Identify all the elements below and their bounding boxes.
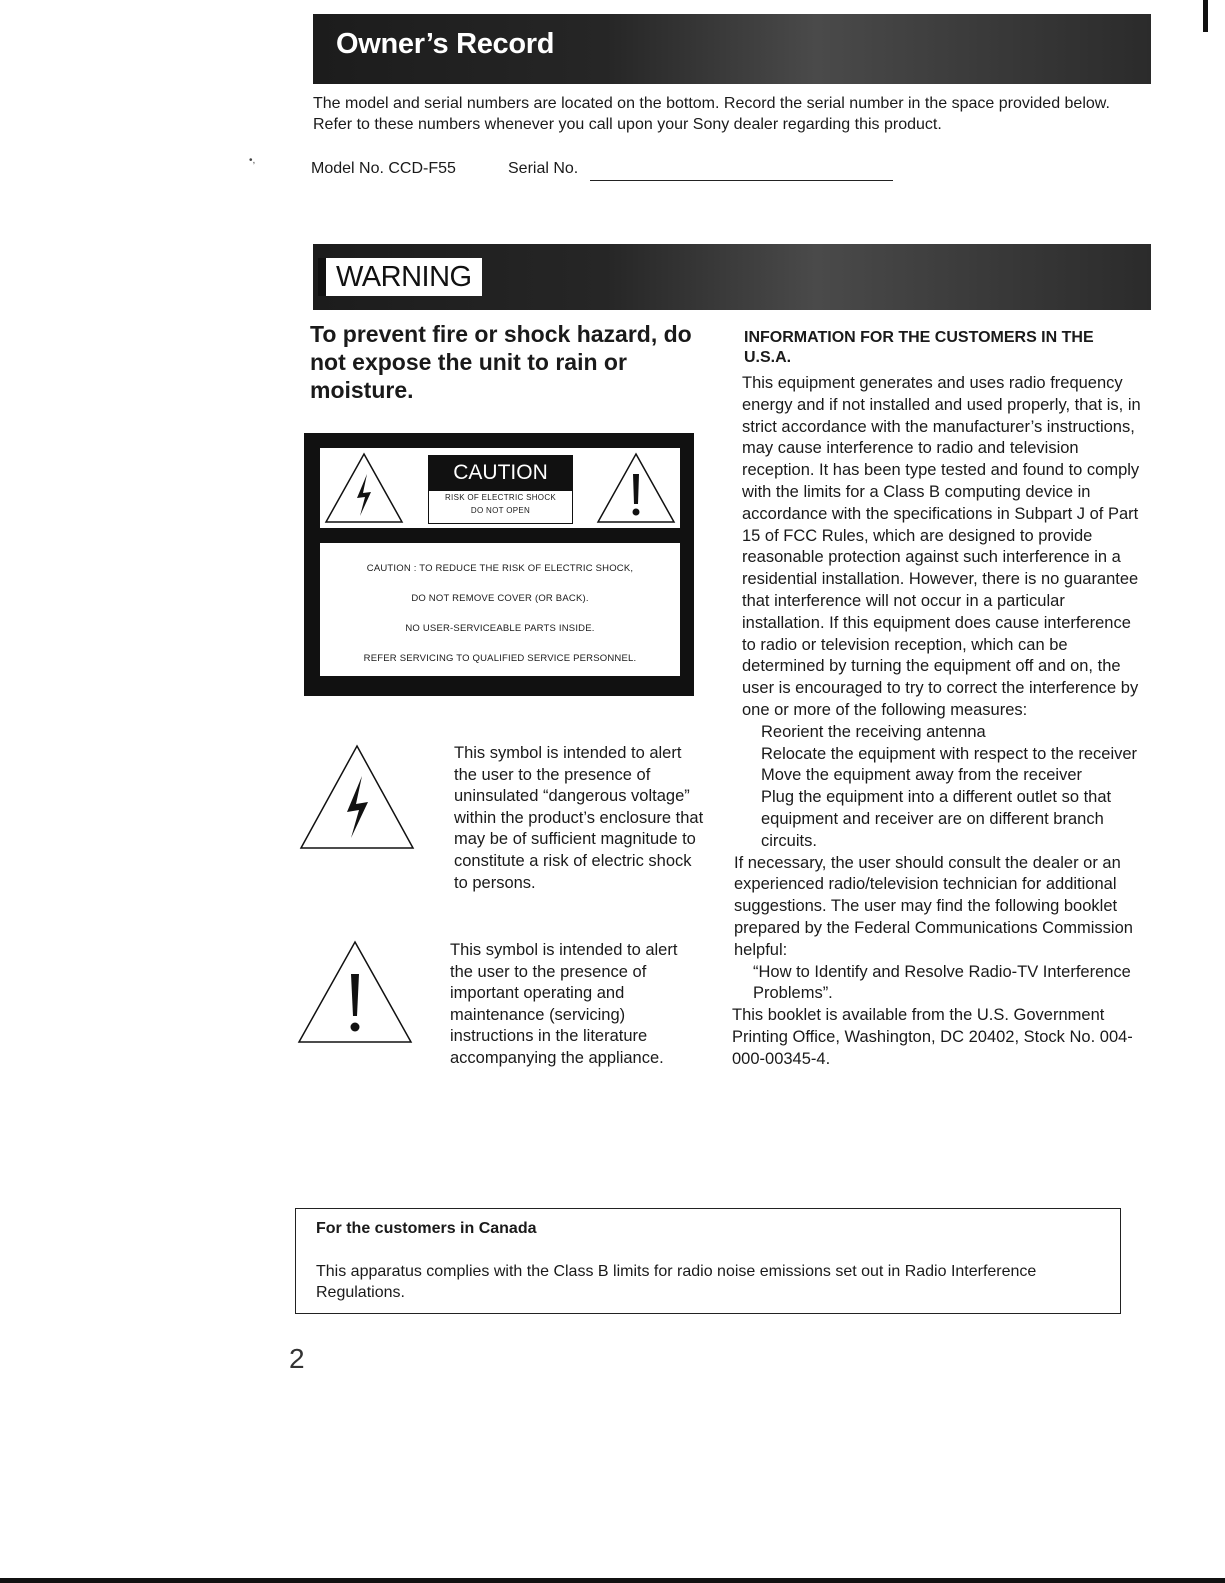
lightning-symbol-icon [299,744,415,850]
caution-line-3: NO USER-SERVICEABLE PARTS INSIDE. [405,623,595,634]
caution-sub-line2: DO NOT OPEN [470,506,531,515]
canada-notice-box [295,1208,1121,1314]
page-number: 2 [289,1343,305,1374]
exclamation-symbol-description: This symbol is intended to alert the user to the presence of important operating and maintenance (servicing) instructions in the literature accompanying the appliance. [450,941,678,1067]
measure-item: Plug the equipment into a different outlet so that equipment and receiver are on different branch circuits. [761,788,1112,850]
fcc-booklet-title: “How to Identify and Resolve Radio-TV Interference Problems”. [753,962,1131,1003]
canada-notice-body: This apparatus complies with the Class B limits for radio noise emissions set out in Radio Interference Regulations. [316,1263,1037,1301]
usa-info-paragraph-1: This equipment generates and uses radio frequency energy and if not installed and used properly, that is, in strict accordance with the manufacturer’s instructions, may cause interference to radio and television reception. It has been type tested and found to comply with the limits for a Class B computing device in accordance with the specifications in Subpart J of Part 15 of FCC Rules, which are designed to provide reasonable protection against such interference in a residential installation. However, there is no guarantee that interference will not occur in a particular installation. If this equipment does cause interference to radio or television reception, which can be determined by turning the equipment off and on, the user is encouraged to try to correct the interference by one or more of the following measures: [742,374,1141,719]
measure-item: Move the equipment away from the receiver [761,766,1082,785]
warning-headline: To prevent fire or shock hazard, do not expose the unit to rain or moisture. [310,321,692,403]
lightning-symbol-description: This symbol is intended to alert the user to the presence of uninsulated “dangerous voltage” within the product’s enclosure that may be of sufficient magnitude to constitute a risk of electric shock to persons. [454,744,704,892]
canada-notice-title: For the customers in Canada [316,1220,537,1237]
usa-info-title: INFORMATION FOR THE CUSTOMERS IN THE U.S.A. [744,329,1094,366]
scan-bottom-edge [0,1578,1225,1583]
caution-line-4: REFER SERVICING TO QUALIFIED SERVICE PERSONNEL. [363,653,637,664]
serial-number-blank [590,180,893,181]
scan-speck: •, [249,155,256,166]
lightning-warning-icon [324,452,404,524]
measure-item: Relocate the equipment with respect to the receiver [761,744,1138,763]
caution-badge: CAUTION [428,455,573,491]
caution-label-text-panel [320,543,680,676]
usa-info-paragraph-2: If necessary, the user should consult the dealer or an experienced radio/television technician for additional suggestions. The user may find the following booklet prepared by the Federal Communications Commission helpful: [734,853,1133,959]
usa-info-paragraph-3: This booklet is available from the U.S. Government Printing Office, Washington, DC 20402, Stock No. 004-000-00345-4. [732,1006,1133,1068]
scan-edge-mark [1203,0,1208,32]
warning-title: WARNING [318,258,482,296]
owners-record-intro: The model and serial numbers are located on the bottom. Record the serial number in the space provided below. Refer to these numbers whenever you call upon your Sony dealer regarding this product. [313,95,1110,133]
usa-info-body [732,373,1142,1071]
serial-number-label: Serial No. [508,160,579,177]
model-number: Model No. CCD-F55 [311,160,456,177]
measure-item: Reorient the receiving antenna [761,722,986,741]
owners-record-title: Owner’s Record [336,28,555,60]
caution-label-top [320,448,680,528]
caution-line-1: CAUTION : TO REDUCE THE RISK OF ELECTRIC SHOCK, [366,563,634,574]
caution-sub-text [428,491,573,524]
exclamation-symbol-icon [297,940,413,1044]
caution-sub-line1: RISK OF ELECTRIC SHOCK [444,493,557,502]
caution-line-2: DO NOT REMOVE COVER (OR BACK). [411,593,589,604]
exclamation-warning-icon [596,452,676,524]
caution-label [304,433,694,696]
